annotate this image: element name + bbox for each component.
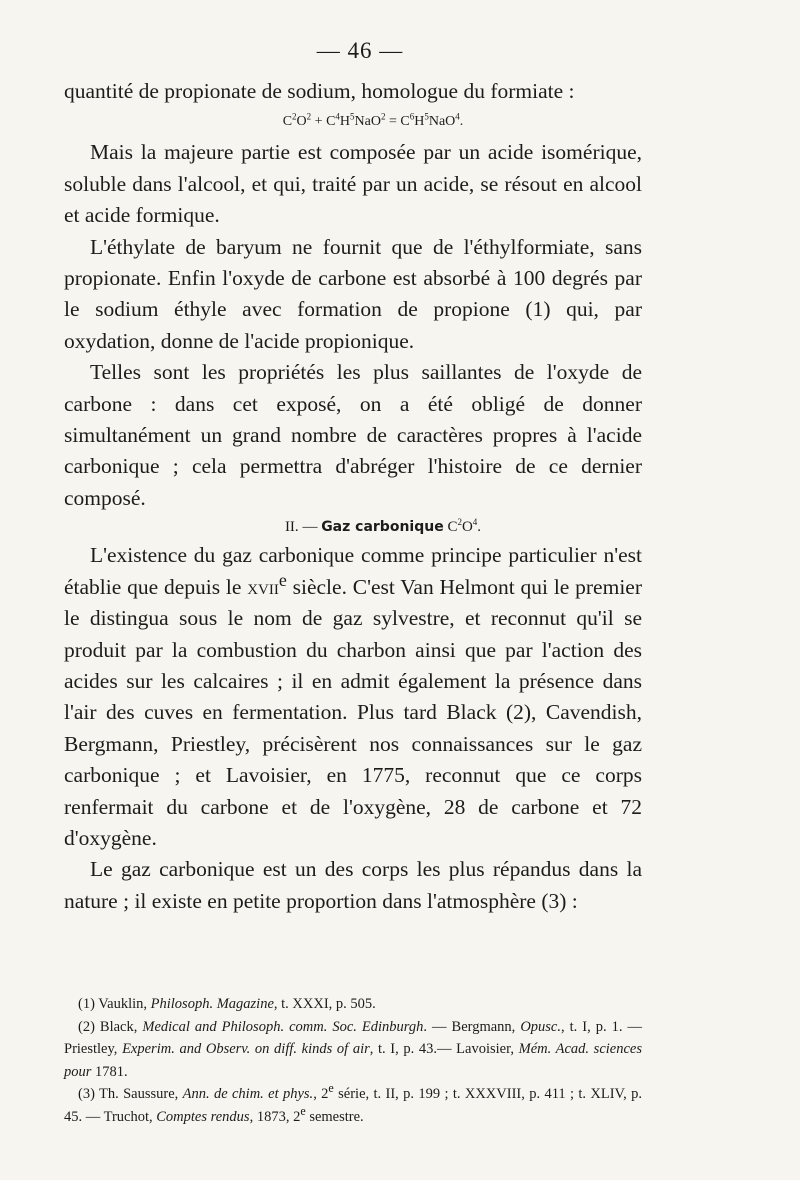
paragraph-distribution: Le gaz carbonique est un des corps les plus répandus dans la nature ; il existe en petite proportion dans l'atmosphère (3) : <box>64 857 642 913</box>
paragraph-properties: Telles sont les propriétés les plus saillantes de l'oxyde de carbone : dans cet exposé, on a été obligé de donner simultanément un grand nombre de caractères propres à l'acide carbonique ; cela permettra d'abréger l'histoire de ce dernier composé. <box>64 360 642 510</box>
footnote-3: (3) Th. Saussure, Ann. de chim. et phys., 2e série, t. II, p. 199 ; t. XXXVIII, p. 411 ; t. XLIV, p. 45. — Truchot, Comptes rendus, 1873, 2e semestre. <box>64 1081 643 1125</box>
footnote-2: (2) Black, Medical and Philosoph. comm. Soc. Edinburgh. — Bergmann, Opusc., t. I, p. 1. — Priestley, Experim. and Observ. on diff. kinds of air, t. I, p. 43.— Lavoisier, Mém. Acad. sciences pour 1781. <box>64 1018 643 1080</box>
chemical-equation: $C^2O^2 + C^4H^5NaO^2 = C^6H^5NaO^4$. <box>282 111 464 130</box>
paragraph-isomeric-acid: Mais la majeure partie est composée par un acide isomérique, soluble dans l'alcool, et qui, traité par un acide, se résout en alcool et acide formique. <box>64 140 642 228</box>
paragraph-history: L'existence du gaz carbonique comme principe particulier n'est établie que depuis le xvii$^e$ siècle. C'est Van Helmont qui le premier le distingua sous le nom de gaz sylvestre, et reconnut qu'il se produit par la combustion du charbon ainsi que par l'action des acides sur les calcaires ; il en admit également la présence dans l'air des cuves en fermentation. Plus tard Black (2), Cavendish, Bergmann, Priestley, précisèrent nos connaissances sur le gaz carbonique ; et Lavoisier, en 1775, reconnut que ce corps renfermait du carbone et de l'oxygène, 28 de carbone et 72 d'oxygène. <box>64 543 642 850</box>
intro-paragraph: quantité de propionate de sodium, homologue du formiate : <box>64 79 575 103</box>
paragraph-ethylate: L'éthylate de baryum ne fournit que de l'éthylformiate, sans propionate. Enfin l'oxyde de carbone est absorbé à 100 degrés par le sodium éthyle avec formation de propione (1) qui, par oxydation, donne de l'acide propionique. <box>64 234 642 353</box>
section-heading: II. — Gaz carbonique $C^2O^4$. <box>284 517 482 536</box>
page-number: — 46 — <box>316 38 404 63</box>
main-text <box>64 76 642 917</box>
footnotes <box>64 993 642 1129</box>
footnote-1: (1) Vauklin, Philosoph. Magazine, t. XXXI, p. 505. <box>78 996 376 1012</box>
